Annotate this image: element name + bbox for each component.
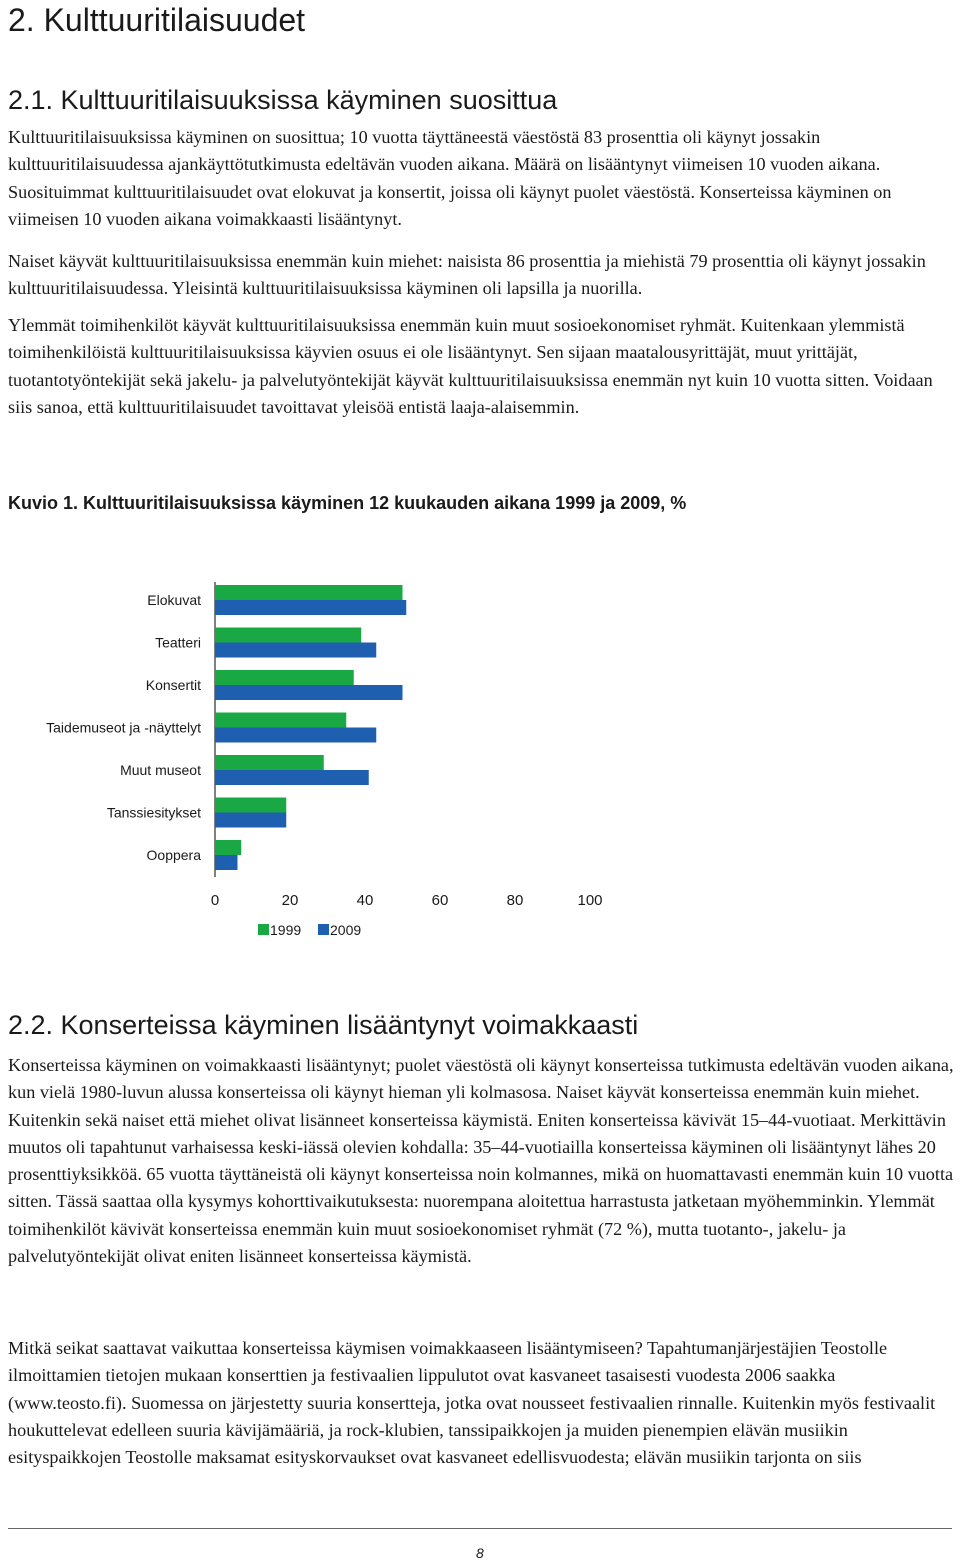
x-tick-label: 40 — [356, 892, 374, 909]
category-label: Tanssiesitykset — [106, 804, 201, 821]
bar-2009 — [215, 728, 376, 743]
bar-1999 — [215, 670, 354, 685]
category-label: Muut museot — [120, 762, 201, 778]
bar-2009 — [215, 643, 376, 658]
category-label: Teatteri — [155, 634, 201, 651]
x-tick-label: 0 — [210, 892, 220, 909]
category-label: Ooppera — [146, 847, 201, 863]
bar-2009 — [215, 855, 238, 870]
x-tick-label: 80 — [506, 892, 524, 909]
figure-caption: Kuvio 1. Kulttuuritilaisuuksissa käyminen 12 kuukauden aikana 1999 ja 2009, % — [8, 493, 687, 513]
section-1-paragraph-2: Naiset käyvät kulttuuritilaisuuksissa enemmän kuin miehet: naisista 86 prosenttia ja miehistä 79 prosenttia oli käynyt jossakin kulttuuritilaisuudessa. Yleisintä kulttuuritilaisuuksissa käyminen oli lapsilla ja nuorilla. — [8, 251, 926, 299]
bar-1999 — [215, 755, 324, 770]
legend-label-1999: 1999 — [270, 922, 302, 938]
page-heading: 2. Kulttuuritilaisuudet — [8, 2, 306, 38]
x-tick-label: 100 — [577, 892, 603, 909]
bar-chart — [0, 560, 960, 960]
bar-1999 — [215, 628, 361, 643]
category-label: Elokuvat — [147, 592, 201, 608]
section-1-paragraph-3: Ylemmät toimihenkilöt käyvät kulttuuritilaisuuksissa enemmän kuin muut sosioekonomiset ryhmät. Kuitenkaan ylemmistä toimihenkilöistä kulttuuritilaisuuksissa käyvien osuus ei ole lisääntynyt. Sen sijaan maatalousyrittäjät, muut yrittäjät, tuotantotyöntekijät sekä jakelu- ja palvelutyöntekijät käyvät kulttuuritilaisuuksissa enemmän nyt kuin 10 vuotta sitten. Voidaan siis sanoa, että kulttuuritilaisuudet tavoittavat yleisöä entistä laaja-alaisemmin. — [8, 315, 933, 417]
legend-label-2009: 2009 — [330, 922, 362, 938]
bar-2009 — [215, 813, 286, 828]
footer-divider — [8, 1528, 952, 1529]
bar-1999 — [215, 798, 286, 813]
section-2-paragraph-1: Konserteissa käyminen on voimakkaasti lisääntynyt; puolet väestöstä oli käynyt konserteissa tutkimusta edeltävän vuoden aikana, kun vielä 1980-luvun alussa konserteissa oli käynyt hieman yli kolmasosa. Naiset käyvät konserteissa enemmän kuin miehet. Kuitenkin sekä naiset että miehet olivat lisänneet konserteissa käymistä. Eniten konserteissa kävivät 15–44-vuotiaat. Merkittävin muutos oli tapahtunut varhaisessa keski-iässä olevien kohdalla: 35–44-vuotiailla konserteissa käyminen oli lisääntynyt lähes 20 prosenttiyksikköä. 65 vuotta täyttäneistä oli käynyt konserteissa noin kolmannes, mikä on huomattavasti enemmän kuin 10 vuotta sitten. Tässä saattaa olla kysymys kohorttivaikutuksesta: nuorempana aloitettua harrastusta jatketaan myöhemminkin. Ylemmät toimihenkilöt kävivät konserteissa enemmän kuin muut sosioekonomiset ryhmät (72 %), mutta tuotanto-, jakelu- ja palvelutyöntekijät olivat eniten lisänneet konserteissa käymistä. — [8, 1055, 954, 1267]
legend-swatch-1999 — [258, 924, 269, 935]
bar-1999 — [215, 713, 346, 728]
bar-1999 — [215, 840, 241, 855]
bar-1999 — [215, 585, 403, 600]
page-number: 8 — [476, 1545, 484, 1561]
bar-2009 — [215, 600, 406, 615]
bar-2009 — [215, 770, 369, 785]
bar-2009 — [215, 685, 403, 700]
category-label: Taidemuseot ja -näyttelyt — [46, 719, 201, 736]
category-label: Konsertit — [145, 677, 201, 693]
section-2-title: 2.2. Konserteissa käyminen lisääntynyt voimakkaasti — [8, 1010, 639, 1040]
section-1-title: 2.1. Kulttuuritilaisuuksissa käyminen suosittua — [8, 85, 558, 115]
legend-swatch-2009 — [318, 924, 329, 935]
section-2-paragraph-2: Mitkä seikat saattavat vaikuttaa konserteissa käymisen voimakkaaseen lisääntymiseen? Tapahtumanjärjestäjien Teostolle ilmoittamien tietojen mukaan konserttien ja festivaalien lippulutot ovat kasvaneet tasaisesti vuodesta 2006 saakka (www.teosto.fi). Suomessa on järjestetty suuria konsertteja, jotka ovat nousseet festivaalien rinnalle. Kuitenkin myös festivaalit houkuttelevat edelleen suuria kävijämääriä, ja rock-klubien, tanssipaikkojen ja muiden pienempien elävän musiikin esityspaikkojen Teostolle maksamat esityskorvaukset ovat kasvaneet edellisvuodesta; elävän musiikin tarjonta on siis — [8, 1338, 936, 1468]
x-tick-label: 20 — [281, 892, 299, 909]
section-1-paragraph-1: Kulttuuritilaisuuksissa käyminen on suosittua; 10 vuotta täyttäneestä väestöstä 83 prosenttia oli käynyt jossakin kulttuuritilaisuudessa ajankäyttötutkimusta edeltävän vuoden aikana. Määrä on lisääntynyt viimeisen 10 vuoden aikana. Suosituimmat kulttuuritilaisuudet ovat elokuvat ja konsertit, joissa oli käynyt puolet väestöstä. Konserteissa käyminen on viimeisen 10 vuoden aikana voimakkaasti lisääntynyt. — [8, 127, 892, 229]
x-tick-label: 60 — [431, 892, 449, 909]
